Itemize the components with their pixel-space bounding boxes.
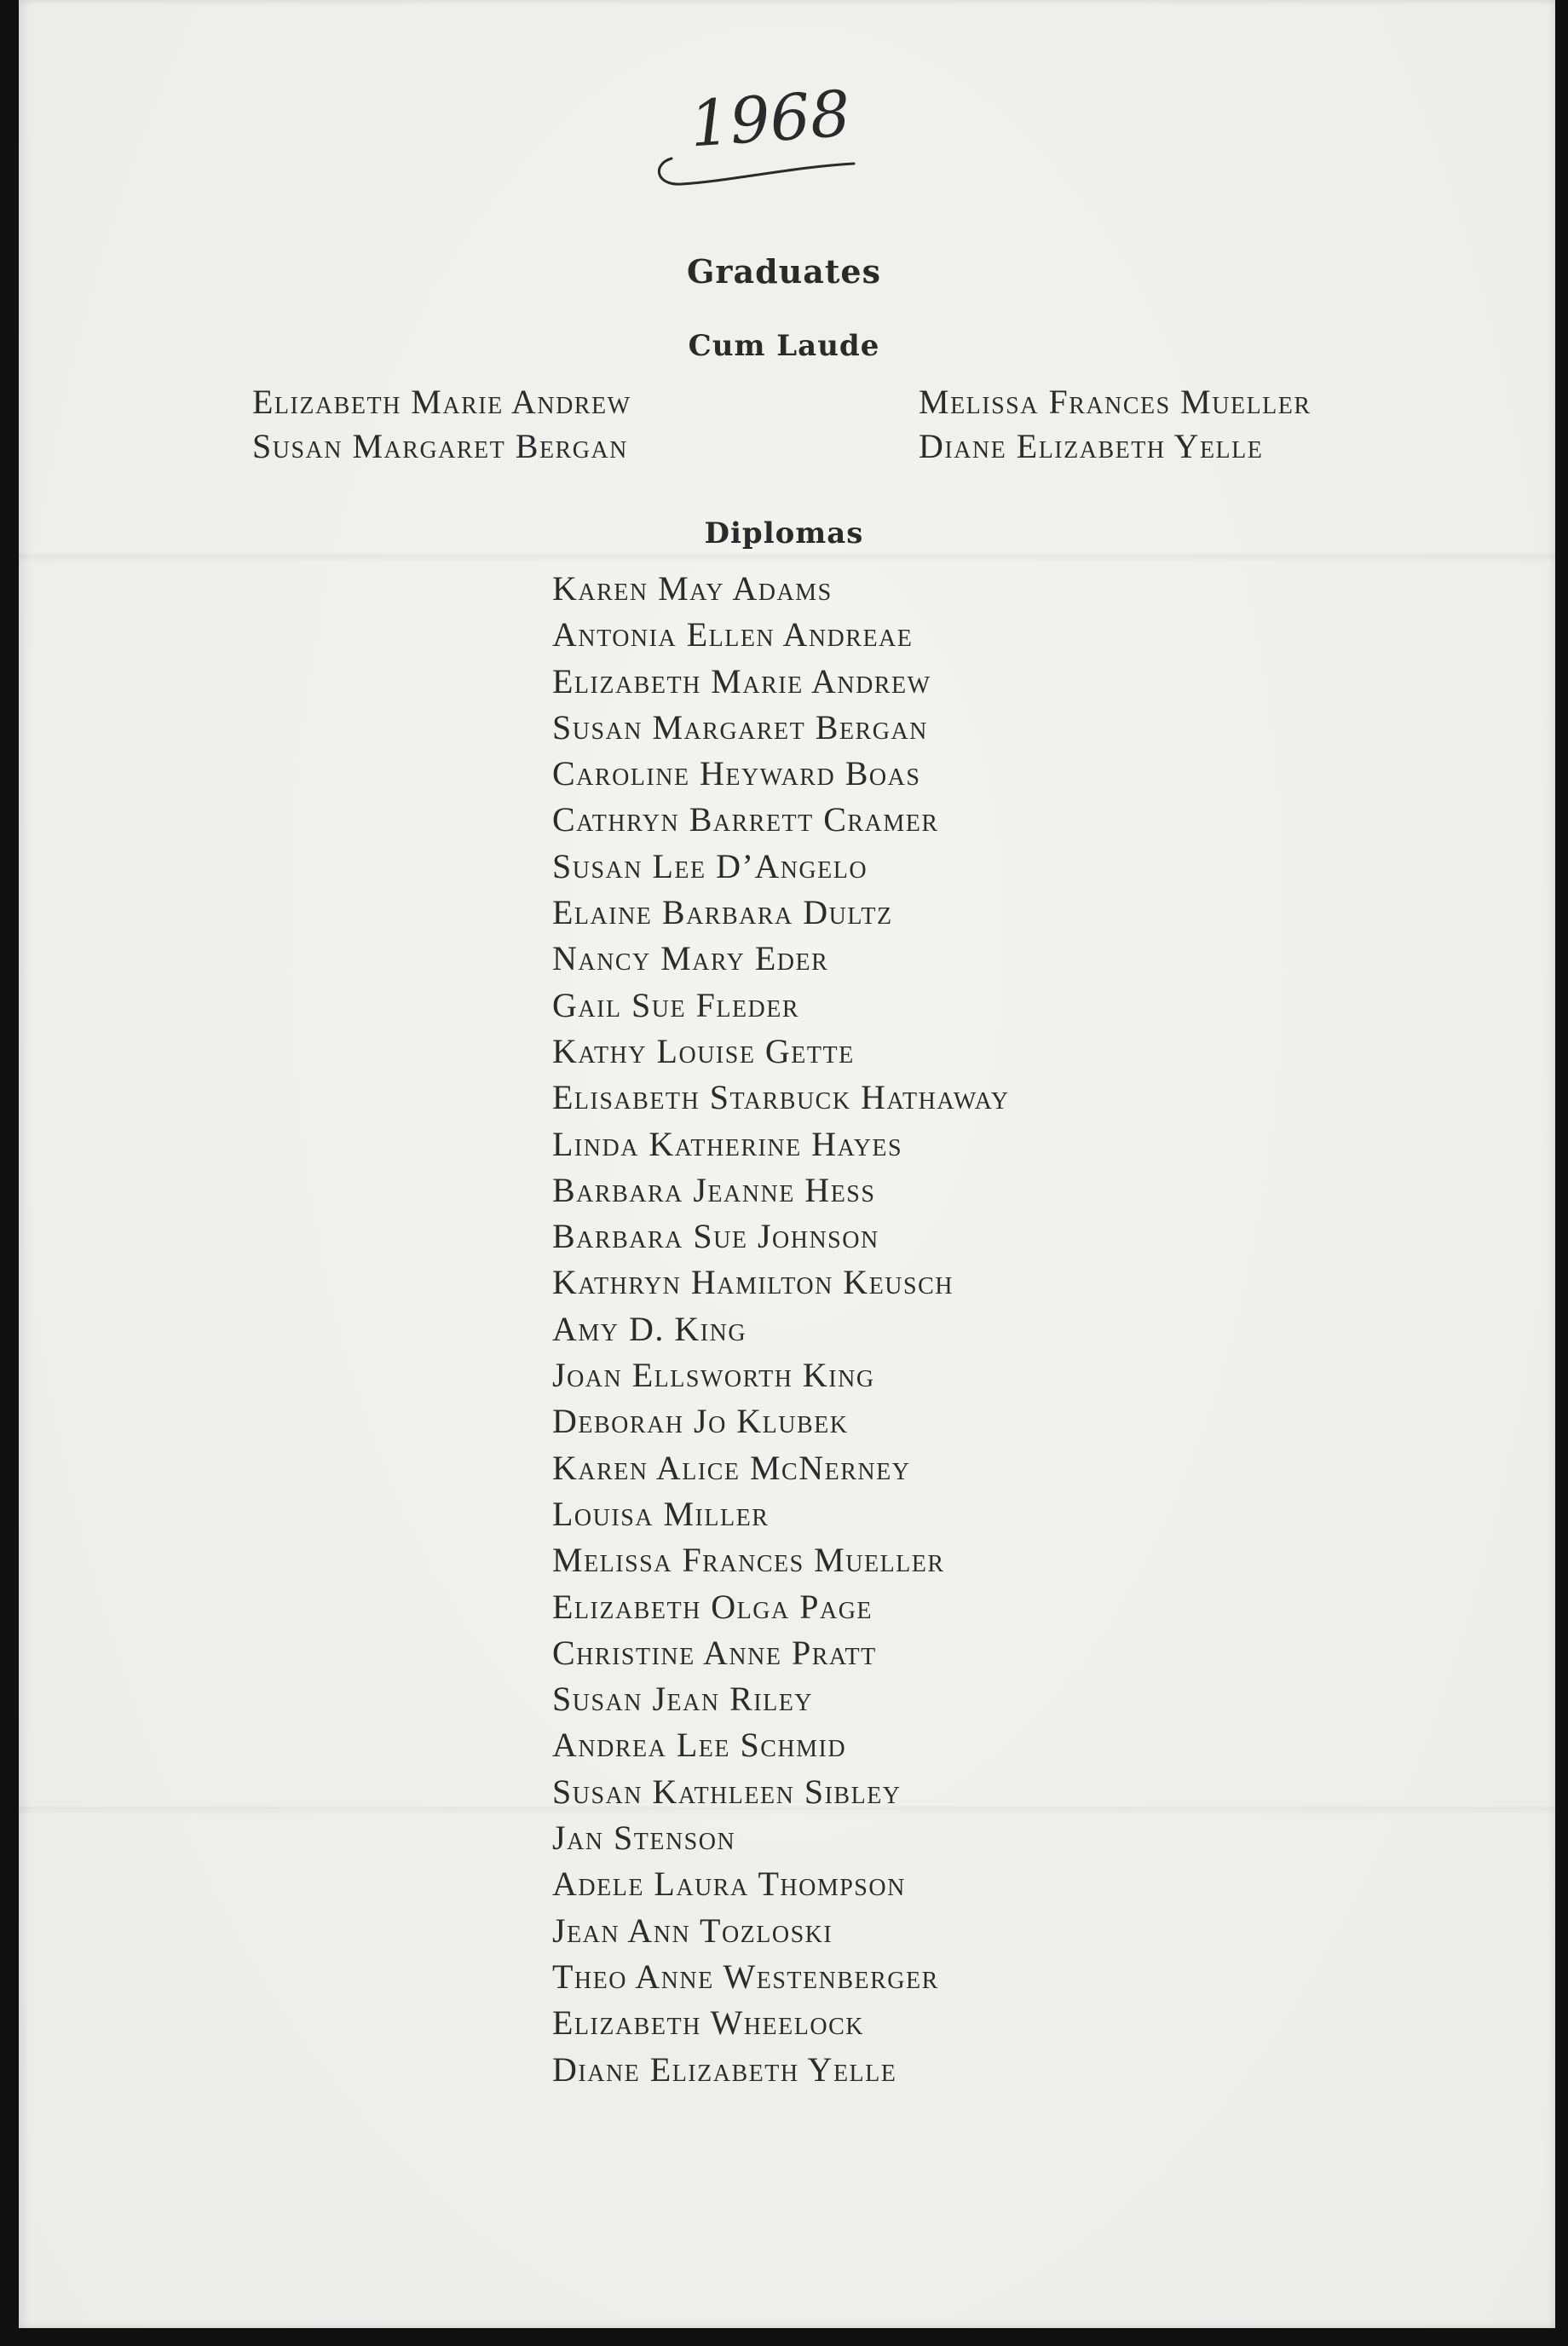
diploma-name: Cathryn Barrett Cramer bbox=[552, 800, 939, 839]
diploma-name: Susan Jean Riley bbox=[552, 1680, 814, 1719]
diploma-name: Adele Laura Thompson bbox=[552, 1865, 906, 1904]
diploma-name: Christine Anne Pratt bbox=[552, 1633, 877, 1672]
diploma-name: Louisa Miller bbox=[552, 1494, 770, 1533]
diploma-name: Nancy Mary Eder bbox=[552, 939, 829, 978]
cum-laude-left-column bbox=[252, 380, 631, 469]
diploma-name: Melissa Frances Mueller bbox=[552, 1541, 945, 1580]
diploma-name: Elizabeth Olga Page bbox=[552, 1587, 873, 1626]
handwritten-underline-swash bbox=[659, 159, 854, 184]
diploma-name: Andrea Lee Schmid bbox=[552, 1726, 847, 1765]
diploma-name: Linda Katherine Hayes bbox=[552, 1124, 903, 1163]
graduates-heading: Graduates bbox=[686, 252, 882, 291]
diploma-list bbox=[552, 566, 1010, 2093]
diploma-name: Elisabeth Starbuck Hathaway bbox=[552, 1078, 1010, 1117]
diploma-name: Gail Sue Fleder bbox=[552, 985, 800, 1024]
cum-laude-name: Melissa Frances Mueller bbox=[919, 383, 1311, 421]
diploma-name: Elizabeth Marie Andrew bbox=[552, 661, 931, 700]
cum-laude-right-column bbox=[919, 380, 1311, 469]
diploma-name: Susan Margaret Bergan bbox=[552, 707, 928, 746]
diploma-name: Susan Kathleen Sibley bbox=[552, 1772, 902, 1811]
diploma-name: Diane Elizabeth Yelle bbox=[552, 2049, 897, 2089]
diploma-name: Elaine Barbara Dultz bbox=[552, 893, 893, 932]
diploma-name: Theo Anne Westenberger bbox=[552, 1957, 939, 1996]
diploma-name: Barbara Sue Johnson bbox=[552, 1217, 879, 1256]
diploma-name: Elizabeth Wheelock bbox=[552, 2003, 864, 2043]
cum-laude-name: Elizabeth Marie Andrew bbox=[252, 383, 631, 421]
diploma-name: Kathy Louise Gette bbox=[552, 1031, 855, 1070]
handwritten-year-mark bbox=[648, 75, 869, 203]
cum-laude-name: Diane Elizabeth Yelle bbox=[919, 427, 1264, 465]
diploma-name: Antonia Ellen Andreae bbox=[552, 615, 914, 654]
diploma-name: Joan Ellsworth King bbox=[552, 1356, 875, 1395]
diploma-name: Caroline Heyward Boas bbox=[552, 754, 921, 793]
diploma-name: Kathryn Hamilton Keusch bbox=[552, 1263, 954, 1302]
diploma-name: Jan Stenson bbox=[552, 1819, 736, 1858]
diplomas-heading: Diplomas bbox=[704, 516, 864, 550]
cum-laude-name: Susan Margaret Bergan bbox=[252, 427, 628, 465]
diploma-name: Karen Alice McNerney bbox=[552, 1448, 911, 1487]
diploma-name: Amy D. King bbox=[552, 1309, 747, 1348]
handwritten-year-text: 1968 bbox=[687, 77, 853, 162]
diploma-name: Susan Lee D’Angelo bbox=[552, 846, 868, 885]
diploma-name: Barbara Jeanne Hess bbox=[552, 1170, 876, 1209]
diploma-name: Karen May Adams bbox=[552, 569, 833, 608]
diploma-name: Deborah Jo Klubek bbox=[552, 1402, 849, 1441]
cum-laude-heading: Cum Laude bbox=[688, 329, 880, 363]
diploma-name: Jean Ann Tozloski bbox=[552, 1911, 833, 1950]
handwritten-year-svg bbox=[648, 75, 869, 203]
